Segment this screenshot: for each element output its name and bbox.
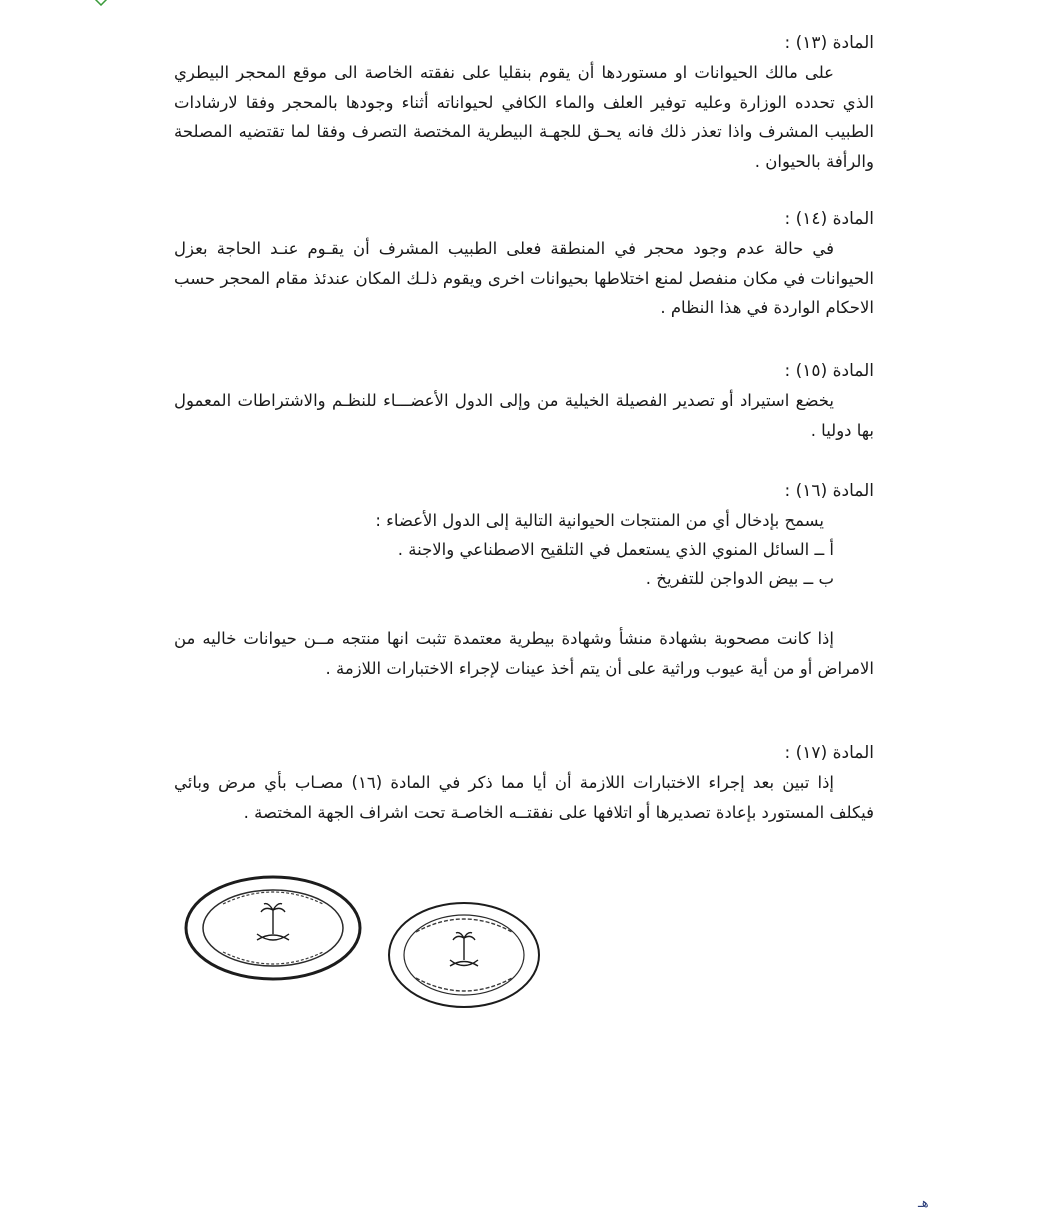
article-17 <box>174 740 874 827</box>
seal-stamp-left <box>183 874 363 982</box>
article-14-heading: المادة (١٤) : <box>784 209 874 229</box>
article-13 <box>174 30 874 176</box>
article-15-text: يخضع استيراد أو تصدير الفصيلة الخيلية من وإلى الدول الأعضـــاء للنظـم والاشتراطات المعمول بها دوليا . <box>174 391 874 440</box>
article-14 <box>174 206 874 323</box>
article-13-heading: المادة (١٣) : <box>784 33 874 53</box>
article-16-intro: يسمح بإدخال أي من المنتجات الحيوانية التالية إلى الدول الأعضاء : <box>375 511 824 530</box>
article-15 <box>174 358 874 445</box>
article-17-text: إذا تبين بعد إجراء الاختبارات اللازمة أن أيا مما ذكر في المادة (١٦) مصـاب بأي مرض وبائي فيكلف المستورد بإعادة تصديرها أو اتلافها على نفقتــه الخاصـة تحت اشراف الجهة المختصة . <box>174 773 874 822</box>
corner-mark-icon <box>94 0 108 6</box>
article-16-item-a: أ ــ السائل المنوي الذي يستعمل في التلقيح الاصطناعي والاجنة . <box>397 540 834 559</box>
article-16-item-b: ب ــ بيض الدواجن للتفريخ . <box>645 569 834 588</box>
article-14-text: في حالة عدم وجود محجر في المنطقة فعلى الطبيب المشرف أن يقـوم عنـد الحاجة بعزل الحيوانات في مكان منفصل لمنع اختلاطها بحيوانات اخرى ويقوم ذلـك المكان عندئذ مقام المحجر حسب الاحكام الواردة في هذا النظام . <box>174 239 874 317</box>
palm-swords-emblem-icon <box>257 904 289 940</box>
page-mark: هـ <box>918 1196 929 1211</box>
article-16-tail: إذا كانت مصحوبة بشهادة منشأ وشهادة بيطرية معتمدة تثبت انها منتجه مــن حيوانات خاليه من الامراض أو من أية عيوب وراثية على أن يتم أخذ عينات لإجراء الاختبارات اللازمة . <box>174 629 874 678</box>
article-13-text: على مالك الحيوانات او مستوردها أن يقوم بنقليا على نفقته الخاصة الى موقع المحجر البيطري الذي تحدده الوزارة وعليه توفير العلف والماء الكافي لحيواناته أثناء وجودها بالمحجر وفقا لارشادات الطبيب المشرف واذا تعذر ذلك فانه يحـق للجهـة البيطرية المختصة التصرف وفقا لما تقتضيه المصلحة والرأفة بالحيوان . <box>174 63 874 171</box>
article-16 <box>174 478 874 593</box>
article-15-heading: المادة (١٥) : <box>784 361 874 381</box>
article-17-heading: المادة (١٧) : <box>784 743 874 763</box>
seal-stamp-right <box>386 900 542 1010</box>
article-16-heading: المادة (١٦) : <box>784 481 874 501</box>
palm-swords-emblem-icon <box>450 933 478 966</box>
